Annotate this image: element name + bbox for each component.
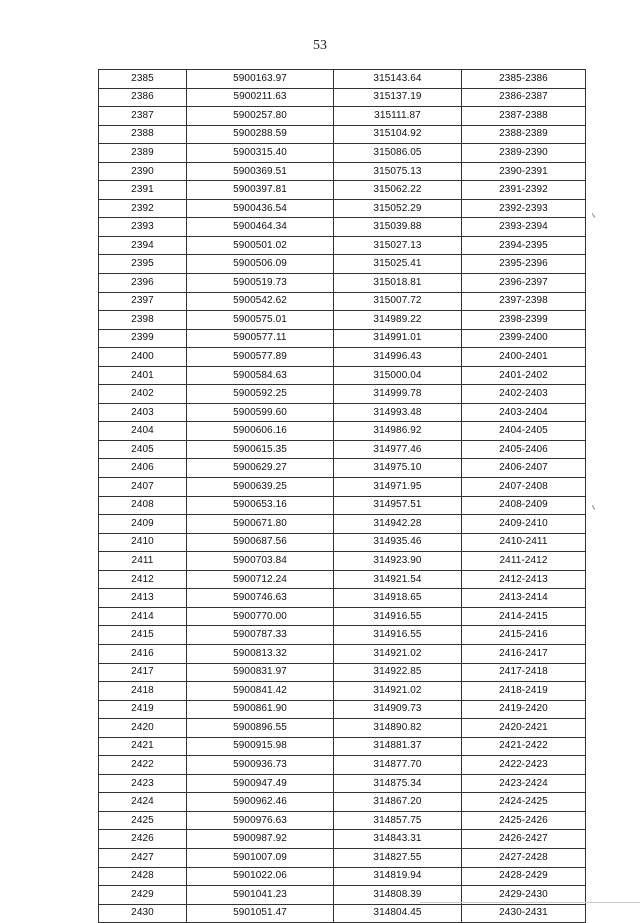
segment-cell: 2429-2430 bbox=[462, 886, 586, 905]
point-number-cell: 2406 bbox=[99, 459, 187, 478]
x-coordinate-cell: 5900257.80 bbox=[187, 107, 334, 126]
x-coordinate-cell: 5900976.63 bbox=[187, 811, 334, 830]
x-coordinate-cell: 5900861.90 bbox=[187, 700, 334, 719]
y-coordinate-cell: 314916.55 bbox=[334, 626, 462, 645]
table-row bbox=[99, 589, 586, 608]
point-number-cell: 2401 bbox=[99, 366, 187, 385]
point-number-cell: 2398 bbox=[99, 311, 187, 330]
segment-cell: 2414-2415 bbox=[462, 607, 586, 626]
segment-cell: 2401-2402 bbox=[462, 366, 586, 385]
x-coordinate-cell: 5901022.06 bbox=[187, 867, 334, 886]
table-row bbox=[99, 626, 586, 645]
point-number-cell: 2387 bbox=[99, 107, 187, 126]
segment-cell: 2393-2394 bbox=[462, 218, 586, 237]
y-coordinate-cell: 314922.85 bbox=[334, 663, 462, 682]
x-coordinate-cell: 5900211.63 bbox=[187, 88, 334, 107]
y-coordinate-cell: 315075.13 bbox=[334, 162, 462, 181]
y-coordinate-cell: 315111.87 bbox=[334, 107, 462, 126]
y-coordinate-cell: 315104.92 bbox=[334, 125, 462, 144]
x-coordinate-cell: 5900397.81 bbox=[187, 181, 334, 200]
x-coordinate-cell: 5900712.24 bbox=[187, 570, 334, 589]
table-row bbox=[99, 292, 586, 311]
point-number-cell: 2414 bbox=[99, 607, 187, 626]
table-row bbox=[99, 644, 586, 663]
point-number-cell: 2391 bbox=[99, 181, 187, 200]
point-number-cell: 2397 bbox=[99, 292, 187, 311]
segment-cell: 2425-2426 bbox=[462, 811, 586, 830]
point-number-cell: 2393 bbox=[99, 218, 187, 237]
point-number-cell: 2429 bbox=[99, 886, 187, 905]
segment-cell: 2406-2407 bbox=[462, 459, 586, 478]
point-number-cell: 2386 bbox=[99, 88, 187, 107]
table-row bbox=[99, 107, 586, 126]
x-coordinate-cell: 5900542.62 bbox=[187, 292, 334, 311]
y-coordinate-cell: 314827.55 bbox=[334, 848, 462, 867]
y-coordinate-cell: 314881.37 bbox=[334, 737, 462, 756]
x-coordinate-cell: 5900592.25 bbox=[187, 385, 334, 404]
x-coordinate-cell: 5900639.25 bbox=[187, 478, 334, 497]
point-number-cell: 2395 bbox=[99, 255, 187, 274]
table-row bbox=[99, 682, 586, 701]
segment-cell: 2391-2392 bbox=[462, 181, 586, 200]
table-row bbox=[99, 533, 586, 552]
coordinates-table-body bbox=[99, 70, 586, 923]
y-coordinate-cell: 314909.73 bbox=[334, 700, 462, 719]
y-coordinate-cell: 314843.31 bbox=[334, 830, 462, 849]
y-coordinate-cell: 314877.70 bbox=[334, 756, 462, 775]
point-number-cell: 2400 bbox=[99, 348, 187, 367]
y-coordinate-cell: 315027.13 bbox=[334, 236, 462, 255]
x-coordinate-cell: 5900841.42 bbox=[187, 682, 334, 701]
point-number-cell: 2389 bbox=[99, 144, 187, 163]
table-row bbox=[99, 440, 586, 459]
y-coordinate-cell: 314916.55 bbox=[334, 607, 462, 626]
point-number-cell: 2417 bbox=[99, 663, 187, 682]
segment-cell: 2407-2408 bbox=[462, 478, 586, 497]
segment-cell: 2392-2393 bbox=[462, 199, 586, 218]
table-row bbox=[99, 515, 586, 534]
x-coordinate-cell: 5900519.73 bbox=[187, 274, 334, 293]
table-row bbox=[99, 199, 586, 218]
point-number-cell: 2423 bbox=[99, 774, 187, 793]
x-coordinate-cell: 5900629.27 bbox=[187, 459, 334, 478]
segment-cell: 2416-2417 bbox=[462, 644, 586, 663]
table-row bbox=[99, 144, 586, 163]
point-number-cell: 2407 bbox=[99, 478, 187, 497]
point-number-cell: 2426 bbox=[99, 830, 187, 849]
point-number-cell: 2392 bbox=[99, 199, 187, 218]
segment-cell: 2421-2422 bbox=[462, 737, 586, 756]
segment-cell: 2427-2428 bbox=[462, 848, 586, 867]
table-row bbox=[99, 552, 586, 571]
table-row bbox=[99, 311, 586, 330]
table-row bbox=[99, 125, 586, 144]
page-number: 53 bbox=[313, 38, 327, 53]
point-number-cell: 2422 bbox=[99, 756, 187, 775]
point-number-cell: 2405 bbox=[99, 440, 187, 459]
x-coordinate-cell: 5900962.46 bbox=[187, 793, 334, 812]
y-coordinate-cell: 314999.78 bbox=[334, 385, 462, 404]
y-coordinate-cell: 314971.95 bbox=[334, 478, 462, 497]
x-coordinate-cell: 5900787.33 bbox=[187, 626, 334, 645]
y-coordinate-cell: 314975.10 bbox=[334, 459, 462, 478]
table-row bbox=[99, 329, 586, 348]
segment-cell: 2413-2414 bbox=[462, 589, 586, 608]
x-coordinate-cell: 5900288.59 bbox=[187, 125, 334, 144]
y-coordinate-cell: 315000.04 bbox=[334, 366, 462, 385]
x-coordinate-cell: 5900987.92 bbox=[187, 830, 334, 849]
y-coordinate-cell: 315137.19 bbox=[334, 88, 462, 107]
segment-cell: 2389-2390 bbox=[462, 144, 586, 163]
segment-cell: 2388-2389 bbox=[462, 125, 586, 144]
table-row bbox=[99, 737, 586, 756]
table-row bbox=[99, 88, 586, 107]
table-row bbox=[99, 830, 586, 849]
segment-cell: 2397-2398 bbox=[462, 292, 586, 311]
segment-cell: 2424-2425 bbox=[462, 793, 586, 812]
segment-cell: 2403-2404 bbox=[462, 403, 586, 422]
x-coordinate-cell: 5900575.01 bbox=[187, 311, 334, 330]
y-coordinate-cell: 314890.82 bbox=[334, 719, 462, 738]
x-coordinate-cell: 5900599.60 bbox=[187, 403, 334, 422]
y-coordinate-cell: 314977.46 bbox=[334, 440, 462, 459]
table-row bbox=[99, 811, 586, 830]
x-coordinate-cell: 5900915.98 bbox=[187, 737, 334, 756]
table-row bbox=[99, 348, 586, 367]
table-row bbox=[99, 274, 586, 293]
table-row bbox=[99, 478, 586, 497]
segment-cell: 2417-2418 bbox=[462, 663, 586, 682]
segment-cell: 2412-2413 bbox=[462, 570, 586, 589]
y-coordinate-cell: 315025.41 bbox=[334, 255, 462, 274]
table-row bbox=[99, 236, 586, 255]
segment-cell: 2419-2420 bbox=[462, 700, 586, 719]
x-coordinate-cell: 5900615.35 bbox=[187, 440, 334, 459]
y-coordinate-cell: 314993.48 bbox=[334, 403, 462, 422]
point-number-cell: 2416 bbox=[99, 644, 187, 663]
x-coordinate-cell: 5900703.84 bbox=[187, 552, 334, 571]
segment-cell: 2390-2391 bbox=[462, 162, 586, 181]
segment-cell: 2415-2416 bbox=[462, 626, 586, 645]
point-number-cell: 2409 bbox=[99, 515, 187, 534]
y-coordinate-cell: 315018.81 bbox=[334, 274, 462, 293]
x-coordinate-cell: 5900687.56 bbox=[187, 533, 334, 552]
table-row bbox=[99, 774, 586, 793]
segment-cell: 2386-2387 bbox=[462, 88, 586, 107]
segment-cell: 2398-2399 bbox=[462, 311, 586, 330]
x-coordinate-cell: 5900813.32 bbox=[187, 644, 334, 663]
segment-cell: 2422-2423 bbox=[462, 756, 586, 775]
y-coordinate-cell: 314867.20 bbox=[334, 793, 462, 812]
segment-cell: 2428-2429 bbox=[462, 867, 586, 886]
table-row bbox=[99, 848, 586, 867]
table-row bbox=[99, 496, 586, 515]
segment-cell: 2411-2412 bbox=[462, 552, 586, 571]
y-coordinate-cell: 315039.88 bbox=[334, 218, 462, 237]
segment-cell: 2430-2431 bbox=[462, 904, 586, 923]
segment-cell: 2400-2401 bbox=[462, 348, 586, 367]
point-number-cell: 2412 bbox=[99, 570, 187, 589]
x-coordinate-cell: 5901007.09 bbox=[187, 848, 334, 867]
segment-cell: 2405-2406 bbox=[462, 440, 586, 459]
x-coordinate-cell: 5901041.23 bbox=[187, 886, 334, 905]
table-row bbox=[99, 793, 586, 812]
table-row bbox=[99, 663, 586, 682]
table-row bbox=[99, 162, 586, 181]
y-coordinate-cell: 314857.75 bbox=[334, 811, 462, 830]
y-coordinate-cell: 314989.22 bbox=[334, 311, 462, 330]
y-coordinate-cell: 314804.45 bbox=[334, 904, 462, 923]
x-coordinate-cell: 5900501.02 bbox=[187, 236, 334, 255]
y-coordinate-cell: 314991.01 bbox=[334, 329, 462, 348]
segment-cell: 2420-2421 bbox=[462, 719, 586, 738]
point-number-cell: 2419 bbox=[99, 700, 187, 719]
table-row bbox=[99, 255, 586, 274]
table-row bbox=[99, 700, 586, 719]
y-coordinate-cell: 315007.72 bbox=[334, 292, 462, 311]
point-number-cell: 2418 bbox=[99, 682, 187, 701]
x-coordinate-cell: 5900464.34 bbox=[187, 218, 334, 237]
x-coordinate-cell: 5900947.49 bbox=[187, 774, 334, 793]
point-number-cell: 2399 bbox=[99, 329, 187, 348]
table-row bbox=[99, 385, 586, 404]
x-coordinate-cell: 5900315.40 bbox=[187, 144, 334, 163]
y-coordinate-cell: 314986.92 bbox=[334, 422, 462, 441]
x-coordinate-cell: 5900369.51 bbox=[187, 162, 334, 181]
x-coordinate-cell: 5900606.16 bbox=[187, 422, 334, 441]
y-coordinate-cell: 314921.54 bbox=[334, 570, 462, 589]
x-coordinate-cell: 5900577.11 bbox=[187, 329, 334, 348]
point-number-cell: 2403 bbox=[99, 403, 187, 422]
point-number-cell: 2424 bbox=[99, 793, 187, 812]
x-coordinate-cell: 5900936.73 bbox=[187, 756, 334, 775]
y-coordinate-cell: 314875.34 bbox=[334, 774, 462, 793]
x-coordinate-cell: 5900163.97 bbox=[187, 70, 334, 89]
x-coordinate-cell: 5900506.09 bbox=[187, 255, 334, 274]
scan-mark bbox=[592, 213, 595, 218]
x-coordinate-cell: 5900584.63 bbox=[187, 366, 334, 385]
table-row bbox=[99, 459, 586, 478]
scan-edge bbox=[420, 902, 640, 903]
point-number-cell: 2388 bbox=[99, 125, 187, 144]
x-coordinate-cell: 5901051.47 bbox=[187, 904, 334, 923]
segment-cell: 2395-2396 bbox=[462, 255, 586, 274]
segment-cell: 2423-2424 bbox=[462, 774, 586, 793]
y-coordinate-cell: 314921.02 bbox=[334, 682, 462, 701]
point-number-cell: 2413 bbox=[99, 589, 187, 608]
x-coordinate-cell: 5900896.55 bbox=[187, 719, 334, 738]
table-row bbox=[99, 366, 586, 385]
scan-mark bbox=[592, 505, 595, 510]
y-coordinate-cell: 315052.29 bbox=[334, 199, 462, 218]
coordinates-table bbox=[98, 69, 586, 923]
table-row bbox=[99, 719, 586, 738]
x-coordinate-cell: 5900746.63 bbox=[187, 589, 334, 608]
segment-cell: 2408-2409 bbox=[462, 496, 586, 515]
segment-cell: 2426-2427 bbox=[462, 830, 586, 849]
x-coordinate-cell: 5900577.89 bbox=[187, 348, 334, 367]
y-coordinate-cell: 314942.28 bbox=[334, 515, 462, 534]
point-number-cell: 2421 bbox=[99, 737, 187, 756]
segment-cell: 2409-2410 bbox=[462, 515, 586, 534]
point-number-cell: 2408 bbox=[99, 496, 187, 515]
x-coordinate-cell: 5900671.80 bbox=[187, 515, 334, 534]
point-number-cell: 2415 bbox=[99, 626, 187, 645]
x-coordinate-cell: 5900436.54 bbox=[187, 199, 334, 218]
y-coordinate-cell: 314921.02 bbox=[334, 644, 462, 663]
segment-cell: 2399-2400 bbox=[462, 329, 586, 348]
y-coordinate-cell: 314819.94 bbox=[334, 867, 462, 886]
table-row bbox=[99, 218, 586, 237]
segment-cell: 2418-2419 bbox=[462, 682, 586, 701]
table-row bbox=[99, 70, 586, 89]
y-coordinate-cell: 314935.46 bbox=[334, 533, 462, 552]
segment-cell: 2396-2397 bbox=[462, 274, 586, 293]
point-number-cell: 2410 bbox=[99, 533, 187, 552]
point-number-cell: 2394 bbox=[99, 236, 187, 255]
table-row bbox=[99, 904, 586, 923]
point-number-cell: 2385 bbox=[99, 70, 187, 89]
table-row bbox=[99, 570, 586, 589]
point-number-cell: 2425 bbox=[99, 811, 187, 830]
x-coordinate-cell: 5900653.16 bbox=[187, 496, 334, 515]
point-number-cell: 2411 bbox=[99, 552, 187, 571]
point-number-cell: 2404 bbox=[99, 422, 187, 441]
point-number-cell: 2390 bbox=[99, 162, 187, 181]
table-row bbox=[99, 422, 586, 441]
point-number-cell: 2430 bbox=[99, 904, 187, 923]
segment-cell: 2404-2405 bbox=[462, 422, 586, 441]
table-row bbox=[99, 756, 586, 775]
table-row bbox=[99, 181, 586, 200]
point-number-cell: 2427 bbox=[99, 848, 187, 867]
table-row bbox=[99, 607, 586, 626]
table-row bbox=[99, 403, 586, 422]
y-coordinate-cell: 314996.43 bbox=[334, 348, 462, 367]
point-number-cell: 2420 bbox=[99, 719, 187, 738]
x-coordinate-cell: 5900831.97 bbox=[187, 663, 334, 682]
table-row bbox=[99, 867, 586, 886]
y-coordinate-cell: 315143.64 bbox=[334, 70, 462, 89]
x-coordinate-cell: 5900770.00 bbox=[187, 607, 334, 626]
y-coordinate-cell: 315086.05 bbox=[334, 144, 462, 163]
y-coordinate-cell: 314918.65 bbox=[334, 589, 462, 608]
segment-cell: 2410-2411 bbox=[462, 533, 586, 552]
y-coordinate-cell: 314957.51 bbox=[334, 496, 462, 515]
y-coordinate-cell: 314923.90 bbox=[334, 552, 462, 571]
point-number-cell: 2402 bbox=[99, 385, 187, 404]
y-coordinate-cell: 315062.22 bbox=[334, 181, 462, 200]
segment-cell: 2385-2386 bbox=[462, 70, 586, 89]
y-coordinate-cell: 314808.39 bbox=[334, 886, 462, 905]
segment-cell: 2394-2395 bbox=[462, 236, 586, 255]
segment-cell: 2387-2388 bbox=[462, 107, 586, 126]
point-number-cell: 2428 bbox=[99, 867, 187, 886]
point-number-cell: 2396 bbox=[99, 274, 187, 293]
segment-cell: 2402-2403 bbox=[462, 385, 586, 404]
